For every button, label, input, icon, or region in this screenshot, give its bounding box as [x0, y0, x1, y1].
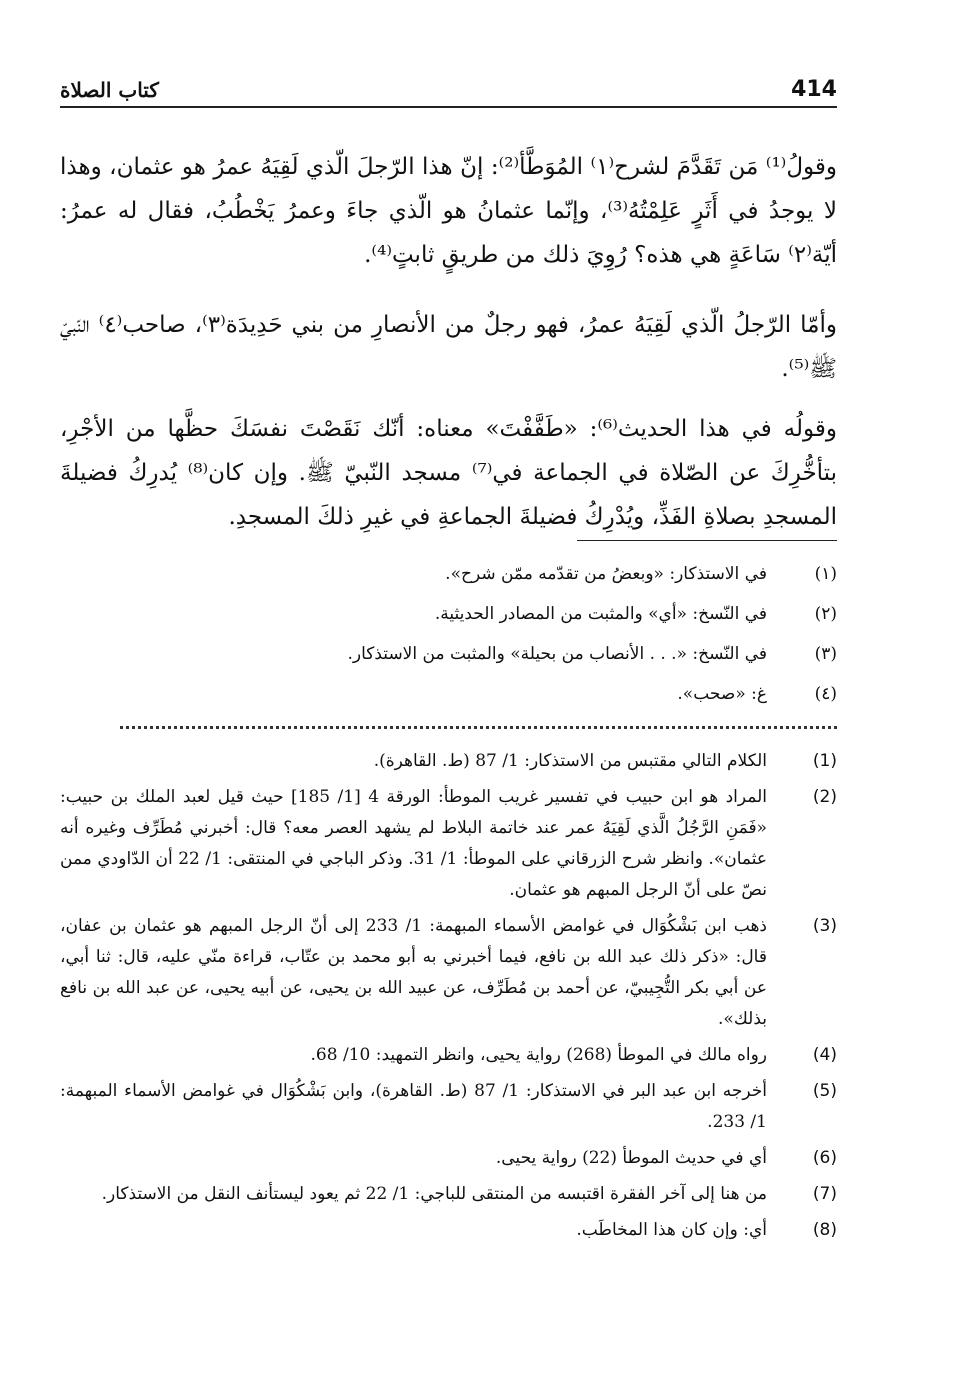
variant-note — [60, 554, 837, 594]
footnote — [60, 1040, 837, 1071]
footnote — [60, 911, 837, 1035]
footnote-number: (2) — [812, 787, 837, 807]
running-title: كتاب الصلاة — [60, 78, 159, 102]
footnote-text: ذهب ابن بَشْكُوَال في غوامض الأسماء المبهمة: 1/ 233 إلى أنّ الرجل المبهم هو عثمان بن عفان، قال: «ذكر ذلك عبد الله بن نافع، فيما أخبرني به أبو محمد بن عتّاب، قراءة منّي عليه، قال: ثنا أبي، عن أبي بكر التُّجِيبيّ، عن أحمد بن مُطَرِّف، عن عبيد الله بن يحيى، عن أبيه يحيى، عن عبد الله بن نافع بذلك». — [60, 916, 767, 1029]
footnote-number: (7) — [812, 1184, 837, 1204]
footnotes — [60, 746, 837, 1251]
paragraph-3: وقولُه في هذا الحديث⁽⁶⁾: «طَفَّفْتَ» معناه: أنّك نَقَصْتَ نفسَكَ حظَّها من الأجْرِ، بتأخُّرِكَ عن الصّلاة في الجماعة في⁽⁷⁾ مسجد النّبيّ ﷺ. وإن كان⁽⁸⁾ يُدرِكُ فضيلةَ المسجدِ بصلاةِ الفَذِّ، ويُدْرِكُ فضيلةَ الجماعةِ في غيرِ ذلكَ المسجدِ. — [60, 416, 838, 530]
footnote-number: (6) — [812, 1148, 837, 1168]
note-text: في النّسخ: «. . . الأنصاب من بحيلة» والمثبت من الاستذكار. — [347, 644, 767, 664]
note-number: (٣) — [814, 644, 837, 664]
footnote — [60, 1179, 837, 1210]
page-header — [60, 68, 837, 108]
footnote — [60, 746, 837, 777]
footnote-text: المراد هو ابن حبيب في تفسير غريب الموطأ: الورقة 4 [1/ 185] حيث قيل لعبد الملك بن حبيب: «فَمَنِ الرَّجُلُ الَّذي لَقِيَهُ عمر عند خاتمة البلاط لم يشهد العصر معه؟ قال: أخبرني مُطَرِّف وغيره أنه عثمان». وانظر شرح الزرقاني على الموطأ: 1/ 31. وذكر الباجي في المنتقى: 1/ 22 أن الدّاودي ممن نصّ على أنّ الرجل المبهم هو عثمان. — [60, 787, 768, 900]
note-number: (٢) — [814, 604, 837, 624]
footnote-number: (5) — [812, 1081, 837, 1101]
paragraph-2: وأمّا الرّجلُ الّذي لَقِيَهُ عمرُ، فهو رجلٌ من الأنصارِ من بني حَدِيدَة⁽٣⁾، صاحب⁽٤⁾ النّبيّ ﷺ⁽⁵⁾. — [60, 312, 837, 382]
variant-notes — [60, 554, 837, 714]
footnote-text: من هنا إلى آخر الفقرة اقتبسه من المنتقى للباجي: 1/ 22 ثم يعود ليستأنف النقل من الاستذكار. — [101, 1184, 767, 1204]
note-number: (٤) — [814, 684, 837, 704]
variant-note — [60, 594, 837, 634]
note-text: في الاستذكار: «وبعضُ من تقدّمه ممّن شرح». — [445, 564, 767, 584]
variant-note — [60, 674, 837, 714]
footnote-separator — [577, 540, 837, 541]
footnote — [60, 1076, 837, 1138]
note-text: في النّسخ: «أي» والمثبت من المصادر الحديثية. — [434, 604, 767, 624]
footnote-number: (1) — [812, 751, 837, 771]
footnote-text: أخرجه ابن عبد البر في الاستذكار: 1/ 87 (ط. القاهرة)، وابن بَشْكُوَال في غوامض الأسماء المبهمة: 1/ 233. — [60, 1081, 767, 1132]
footnote-text: رواه مالك في الموطأ (268) رواية يحيى، وانظر التمهيد: 10/ 68. — [310, 1045, 767, 1065]
footnote-text: الكلام التالي مقتبس من الاستذكار: 1/ 87 (ط. القاهرة). — [373, 751, 767, 771]
footnote-number: (3) — [812, 916, 837, 936]
note-text: غ: «صحب». — [677, 684, 767, 704]
footnote — [60, 1143, 837, 1174]
dotted-separator — [120, 726, 837, 729]
footnote-number: (8) — [812, 1220, 837, 1240]
footnote-number: (4) — [812, 1045, 837, 1065]
page-number: 414 — [791, 77, 837, 102]
paragraph-1: وقولُ⁽¹⁾ مَن تَقَدَّمَ لشرح⁽١⁾ المُوَطَّأ⁽²⁾: إنّ هذا الرّجلَ الّذي لَقِيَهُ عمرُ هو عثمان، وهذا لا يوجدُ في أَثَرٍ عَلِمْتُهُ⁽³⁾، وإنّما عثمانُ هو الّذي جاءَ وعمرُ يَخْطُبُ، فقال له عمرُ: أيّة⁽٢⁾ سَاعَةٍ هي هذه؟ رُوِيَ ذلك من طريقٍ ثابتٍ⁽⁴⁾. — [60, 154, 838, 268]
footnote-text: أي: وإن كان هذا المخاطَب. — [576, 1220, 767, 1240]
footnote-text: أي في حديث الموطأ (22) رواية يحيى. — [495, 1148, 767, 1168]
footnote — [60, 1215, 837, 1246]
variant-note — [60, 634, 837, 674]
footnote — [60, 782, 837, 906]
note-number: (١) — [814, 564, 837, 584]
